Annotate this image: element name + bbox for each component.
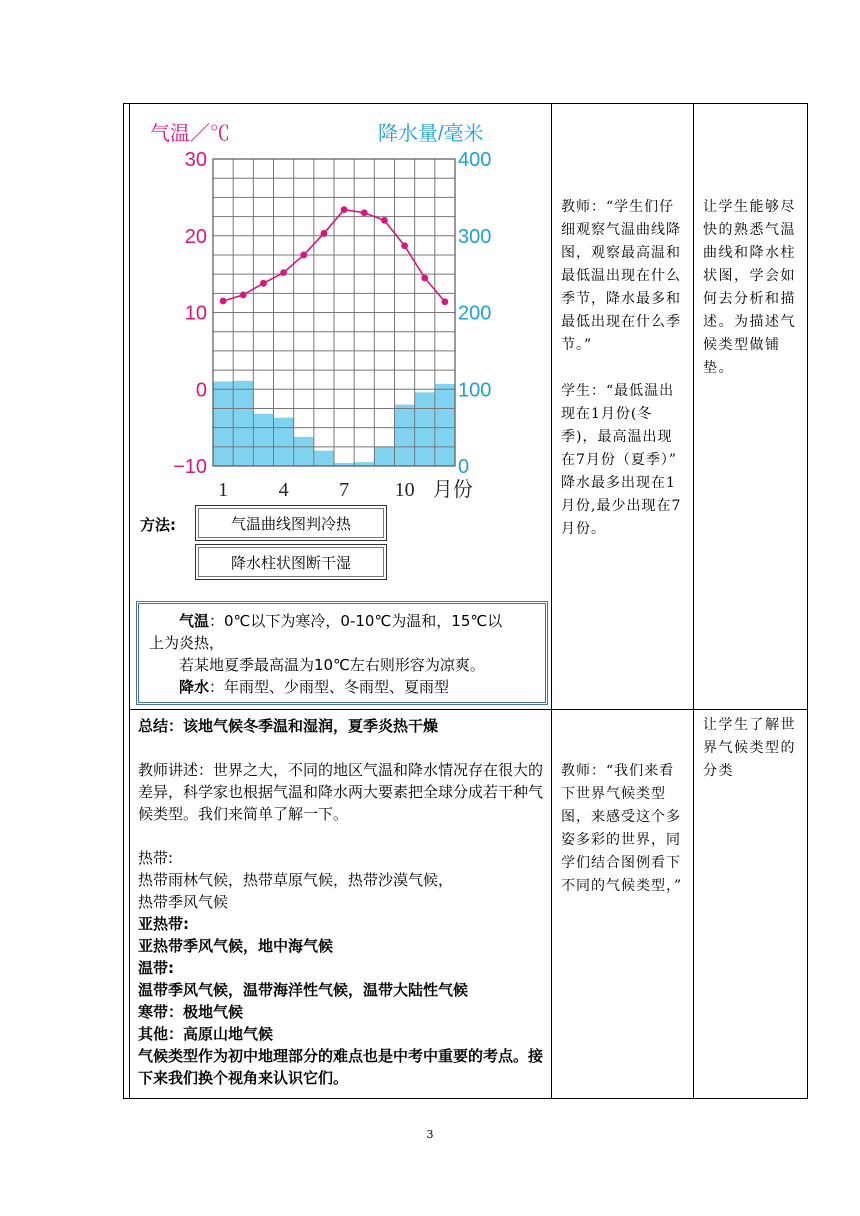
method-box-precipitation bbox=[195, 544, 387, 580]
month-tick-label: 7 bbox=[339, 479, 350, 501]
precipitation-bar bbox=[213, 382, 233, 466]
tropical-climates-1: 热带雨林气候，热带草原气候，热带沙漠气候， bbox=[138, 871, 454, 889]
temperature-tick-label: 30 bbox=[184, 149, 207, 171]
precipitation-bar bbox=[374, 447, 394, 466]
tropical-label: 热带: bbox=[138, 849, 174, 867]
other-climates: 其他：高原山地气候 bbox=[138, 1025, 274, 1043]
table-border-right bbox=[807, 103, 808, 1099]
summer-rule: 若某地夏季最高温为10℃左右则形容为凉爽。 bbox=[179, 656, 485, 674]
temperature-tick-label: 20 bbox=[184, 225, 207, 248]
temperature-tick-label: 0 bbox=[195, 379, 207, 402]
summary-text: 总结：该地气候冬季温和湿润，夏季炎热干燥 bbox=[138, 717, 439, 735]
lecture-block bbox=[138, 759, 550, 1089]
precipitation-bar bbox=[314, 451, 334, 466]
temperature-point bbox=[300, 252, 307, 259]
precipitation-bar bbox=[395, 405, 415, 466]
student-answer-2: 降水最多出现在1月份,最少出现在7月份。 bbox=[561, 475, 682, 537]
frigid-climates: 寒带：极地气候 bbox=[138, 1003, 244, 1021]
temperature-point bbox=[421, 275, 428, 282]
page-number: 3 bbox=[426, 1128, 434, 1141]
precipitation-rule-text: ：年雨型、少雨型、冬雨型、夏雨型 bbox=[209, 678, 450, 696]
temperature-point bbox=[220, 298, 227, 305]
precipitation-bar bbox=[415, 392, 435, 466]
purpose-text-2: 让学生了解世界气候类型的分类 bbox=[703, 717, 796, 779]
temperature-rule-line bbox=[149, 610, 537, 632]
precipitation-tick-label: 300 bbox=[458, 225, 492, 248]
temperature-tick-label: −10 bbox=[173, 456, 207, 478]
precipitation-bar bbox=[435, 384, 455, 466]
table-border-left-inner bbox=[129, 103, 130, 1099]
precipitation-tick-label: 100 bbox=[458, 379, 492, 402]
row-divider bbox=[129, 709, 808, 710]
method-box-precipitation-text: 降水柱状图断干湿 bbox=[230, 553, 351, 572]
temperature-tick-label: 10 bbox=[184, 302, 207, 325]
temperature-rule-label: 气温 bbox=[179, 612, 210, 630]
table-border-top bbox=[123, 103, 808, 104]
temperate-climates: 温带季风气候，温带海洋性气候，温带大陆性气候 bbox=[138, 981, 469, 999]
temperature-point bbox=[442, 298, 449, 305]
precipitation-bar bbox=[294, 437, 314, 466]
table-border-bottom bbox=[123, 1098, 808, 1099]
method-box-frame bbox=[198, 547, 384, 577]
temperate-label: 温带: bbox=[138, 959, 174, 977]
method-box-frame bbox=[198, 508, 384, 538]
month-tick-label: 1 bbox=[218, 479, 229, 501]
subtropical-label: 亚热带: bbox=[138, 915, 189, 933]
temperature-point bbox=[240, 291, 247, 298]
column-divider-2 bbox=[693, 103, 694, 1099]
precipitation-tick-label: 400 bbox=[458, 149, 492, 171]
climate-chart-svg bbox=[135, 114, 505, 504]
design-purpose-1 bbox=[703, 196, 805, 380]
method-label: 方法: bbox=[140, 516, 176, 534]
month-tick-label: 10 bbox=[394, 479, 415, 501]
temperature-point bbox=[381, 217, 388, 224]
precipitation-bar bbox=[253, 414, 273, 466]
column-divider-1 bbox=[551, 103, 552, 1099]
temperature-point bbox=[361, 209, 368, 216]
precipitation-rule-line bbox=[149, 676, 537, 698]
method-box-temperature bbox=[195, 505, 387, 541]
purpose-text-1: 让学生能够尽快的熟悉气温曲线和降水柱状图，学会如何去分析和描述。为描述气候类型做铺垫。 bbox=[703, 199, 796, 376]
classification-rules-box bbox=[136, 601, 548, 705]
temperature-point bbox=[341, 206, 348, 213]
precipitation-bar bbox=[274, 418, 294, 466]
temperature-rule-continued: 上为炎热， bbox=[149, 634, 225, 652]
climate-chart bbox=[135, 114, 505, 504]
temperature-point bbox=[260, 280, 267, 287]
temperature-point bbox=[401, 242, 408, 249]
tropical-climates-2: 热带季风气候 bbox=[138, 893, 229, 911]
teacher-student-activity bbox=[561, 196, 687, 541]
temperature-rule-text: ：0℃以下为寒冷，0-10℃为温和，15℃以 bbox=[209, 612, 503, 630]
precipitation-tick-label: 0 bbox=[458, 456, 470, 478]
precipitation-rule-label: 降水 bbox=[179, 678, 210, 696]
lecture-intro: 教师讲述：世界之大，不同的地区气温和降水情况存在很大的差异，科学家也根据气温和降水两大要素把全球分成若干种气候类型。我们来简单了解一下。 bbox=[138, 761, 544, 823]
temperature-point bbox=[280, 269, 287, 276]
month-tick-label: 4 bbox=[278, 479, 289, 501]
teacher-question-1: 教师：“学生们仔细观察气温曲线降图，观察最高温和最低温出现在什么季节，降水最多和最低出现在什么季节。” bbox=[561, 199, 681, 353]
precipitation-bar bbox=[233, 381, 253, 466]
temperature-point bbox=[321, 230, 328, 237]
teacher-activity-2 bbox=[561, 760, 687, 898]
table-border-left bbox=[123, 103, 124, 1099]
student-answer-1: 学生：“最低温出现在1月份(冬季)，最高温出现在7月份（夏季）” bbox=[561, 383, 678, 468]
temperature-axis-label: 气温／℃ bbox=[150, 123, 230, 145]
design-purpose-2 bbox=[703, 714, 805, 783]
precipitation-axis-label: 降水量/毫米 bbox=[378, 123, 484, 145]
subtropical-climates: 亚热带季风气候，地中海气候 bbox=[138, 937, 334, 955]
teacher-question-2: 教师：“我们来看下世界气候类型图，来感受这个多姿多彩的世界，同学们结合图例看下不同的气候类型，” bbox=[561, 763, 683, 894]
method-box-temperature-text: 气温曲线图判冷热 bbox=[230, 514, 351, 533]
precipitation-tick-label: 200 bbox=[458, 302, 492, 325]
closing-remark: 气候类型作为初中地理部分的难点也是中考中重要的考点。接下来我们换个视角来认识它们。 bbox=[138, 1047, 544, 1087]
month-unit-label: 月份 bbox=[432, 479, 473, 501]
